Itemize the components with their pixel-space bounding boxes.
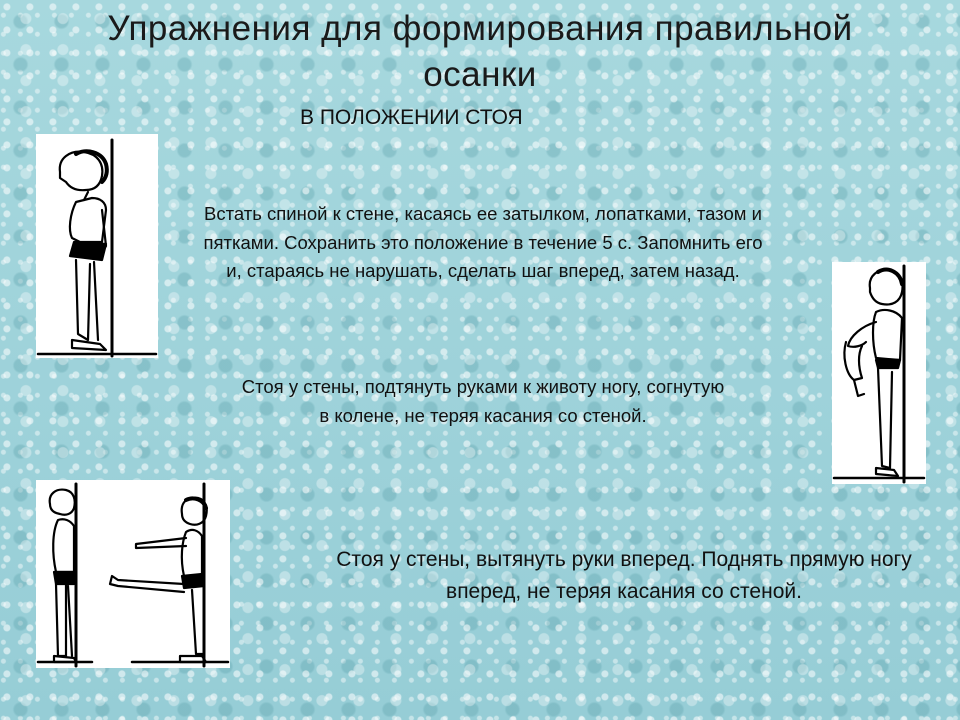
- child-arms-forward-leg-raised-illustration: [36, 480, 230, 668]
- slide-subtitle: В ПОЛОЖЕНИИ СТОЯ: [300, 106, 523, 129]
- exercise-3-text: Стоя у стены, вытянуть руки вперед. Поднять прямую ногу вперед, не теряя касания со стеной.: [336, 548, 912, 603]
- child-standing-against-wall-illustration: [36, 134, 158, 358]
- exercise-2-text: Стоя у стены, подтянуть руками к животу ногу, согнутую в колене, не теряя касания со стеной.: [241, 376, 725, 426]
- exercise-1-text: Встать спиной к стене, касаясь ее затылком, лопатками, тазом и пятками. Сохранить это положение в течение 5 с. Запомнить его и, стараясь не нарушать, сделать шаг вперед, затем назад.: [203, 203, 763, 281]
- child-pulling-knee-to-chest-illustration: [832, 262, 926, 484]
- slide-title: Упражнения для формирования правильной осанки: [107, 9, 853, 94]
